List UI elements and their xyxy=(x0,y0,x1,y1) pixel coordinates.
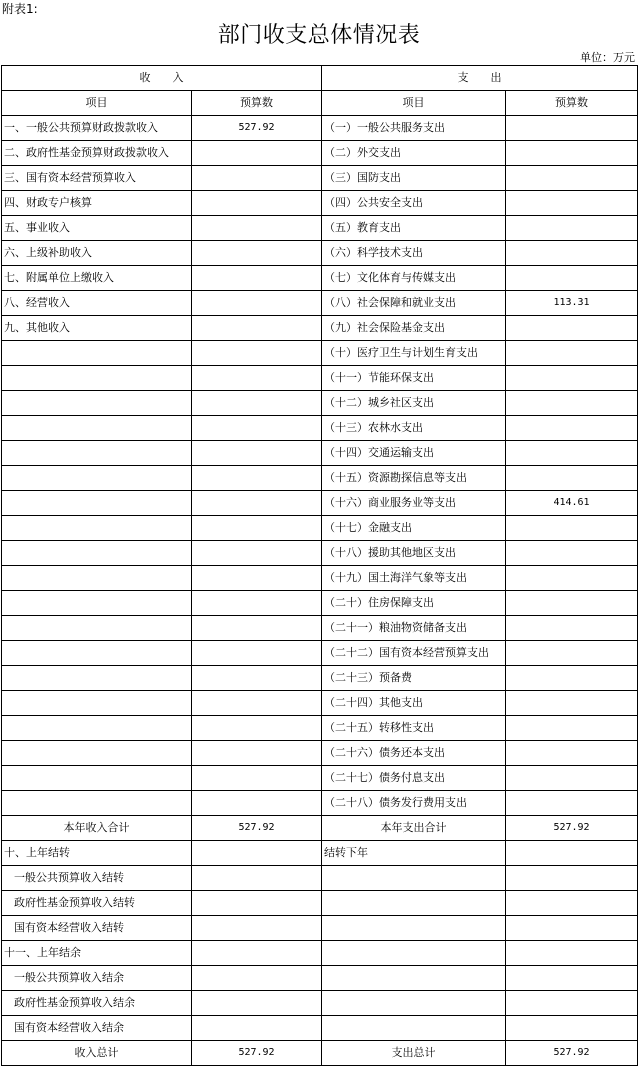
carry-income-cell: 政府性基金预算收入结转 xyxy=(2,891,192,916)
income-value-cell xyxy=(192,666,322,691)
table-row xyxy=(2,541,638,566)
table-row xyxy=(2,666,638,691)
expense-value-cell xyxy=(506,466,638,491)
carry-expense-value-cell xyxy=(506,941,638,966)
table-row xyxy=(2,416,638,441)
income-item-cell: 五、事业收入 xyxy=(2,216,192,241)
expense-item-cell: （七）文化体育与传媒支出 xyxy=(322,266,506,291)
carry-row xyxy=(2,866,638,891)
income-item-cell xyxy=(2,391,192,416)
expense-item-cell: （十三）农林水支出 xyxy=(322,416,506,441)
carry-income-cell: 国有资本经营收入结转 xyxy=(2,916,192,941)
carry-expense-value-cell xyxy=(506,916,638,941)
table-row xyxy=(2,466,638,491)
carry-expense-value-cell xyxy=(506,1016,638,1041)
expense-value-cell xyxy=(506,566,638,591)
carry-income-value-cell xyxy=(192,866,322,891)
attachment-label: 附表1: xyxy=(2,2,38,16)
carry-expense-cell xyxy=(322,966,506,991)
carry-income-cell: 十一、上年结余 xyxy=(2,941,192,966)
expense-value-cell xyxy=(506,416,638,441)
expense-item-cell: （十四）交通运输支出 xyxy=(322,441,506,466)
page-title: 部门收支总体情况表 xyxy=(217,23,421,48)
expense-value-cell xyxy=(506,216,638,241)
table-row xyxy=(2,191,638,216)
income-value-cell xyxy=(192,616,322,641)
income-value-cell xyxy=(192,516,322,541)
income-item-cell xyxy=(2,791,192,816)
carry-income-value-cell xyxy=(192,991,322,1016)
carry-expense-cell xyxy=(322,1016,506,1041)
income-value-cell xyxy=(192,291,322,316)
expense-value-cell xyxy=(506,191,638,216)
income-total-value: 527.92 xyxy=(192,1041,322,1066)
income-value-cell xyxy=(192,216,322,241)
table-row xyxy=(2,516,638,541)
expense-item-cell: （八）社会保障和就业支出 xyxy=(322,291,506,316)
income-value-cell xyxy=(192,791,322,816)
expense-item-cell: （三）国防支出 xyxy=(322,166,506,191)
income-item-cell xyxy=(2,516,192,541)
expense-item-cell: （二）外交支出 xyxy=(322,141,506,166)
table-row xyxy=(2,741,638,766)
income-value-cell xyxy=(192,341,322,366)
income-item-cell xyxy=(2,366,192,391)
carry-income-value-cell xyxy=(192,966,322,991)
income-value-cell xyxy=(192,416,322,441)
expense-value-cell xyxy=(506,666,638,691)
carry-expense-cell xyxy=(322,916,506,941)
expense-item-cell: （二十二）国有资本经营预算支出 xyxy=(322,641,506,666)
table-row xyxy=(2,341,638,366)
expense-item-cell: （四）公共安全支出 xyxy=(322,191,506,216)
expense-item-cell: （十一）节能环保支出 xyxy=(322,366,506,391)
carry-income-value-cell xyxy=(192,1016,322,1041)
income-value-cell: 527.92 xyxy=(192,116,322,141)
expense-item-cell: （十九）国土海洋气象等支出 xyxy=(322,566,506,591)
income-value-cell xyxy=(192,541,322,566)
table-row xyxy=(2,266,638,291)
income-value-cell xyxy=(192,566,322,591)
expense-item-cell: （二十五）转移性支出 xyxy=(322,716,506,741)
expense-group-header: 支 出 xyxy=(322,66,638,91)
carry-expense-cell: 结转下年 xyxy=(322,841,506,866)
expense-value-cell xyxy=(506,591,638,616)
carry-income-value-cell xyxy=(192,841,322,866)
expense-value-cell xyxy=(506,441,638,466)
carry-expense-value-cell xyxy=(506,866,638,891)
expense-value-cell xyxy=(506,541,638,566)
expense-value-cell xyxy=(506,616,638,641)
table-row xyxy=(2,616,638,641)
expense-value-cell xyxy=(506,641,638,666)
income-item-cell xyxy=(2,641,192,666)
expense-item-cell: （十）医疗卫生与计划生育支出 xyxy=(322,341,506,366)
income-value-cell xyxy=(192,366,322,391)
expense-subtotal-value: 527.92 xyxy=(506,816,638,841)
income-item-cell xyxy=(2,441,192,466)
expense-item-header: 项目 xyxy=(322,91,506,116)
expense-item-cell: （二十）住房保障支出 xyxy=(322,591,506,616)
income-item-cell xyxy=(2,716,192,741)
carry-row xyxy=(2,966,638,991)
table-row xyxy=(2,216,638,241)
table-row xyxy=(2,291,638,316)
carry-expense-value-cell xyxy=(506,991,638,1016)
carry-income-cell: 一般公共预算收入结转 xyxy=(2,866,192,891)
income-value-cell xyxy=(192,141,322,166)
expense-item-cell: （十五）资源勘探信息等支出 xyxy=(322,466,506,491)
expense-value-cell xyxy=(506,691,638,716)
carry-row xyxy=(2,1016,638,1041)
table-body xyxy=(2,66,638,1066)
income-item-cell: 三、国有资本经营预算收入 xyxy=(2,166,192,191)
income-item-cell xyxy=(2,741,192,766)
expense-value-cell xyxy=(506,741,638,766)
expense-value-cell xyxy=(506,516,638,541)
income-item-cell xyxy=(2,491,192,516)
table-row xyxy=(2,791,638,816)
total-row xyxy=(2,1041,638,1066)
income-value-cell xyxy=(192,741,322,766)
expense-value-cell xyxy=(506,716,638,741)
income-group-header: 收 入 xyxy=(2,66,322,91)
income-item-cell xyxy=(2,766,192,791)
expense-total-label: 支出总计 xyxy=(322,1041,506,1066)
expense-total-value: 527.92 xyxy=(506,1041,638,1066)
income-value-cell xyxy=(192,316,322,341)
carry-income-cell: 政府性基金预算收入结余 xyxy=(2,991,192,1016)
table-row xyxy=(2,766,638,791)
income-item-cell: 一、一般公共预算财政拨款收入 xyxy=(2,116,192,141)
carry-expense-value-cell xyxy=(506,841,638,866)
table-row xyxy=(2,716,638,741)
income-item-cell xyxy=(2,466,192,491)
expense-value-cell xyxy=(506,141,638,166)
income-item-cell xyxy=(2,566,192,591)
income-item-cell xyxy=(2,341,192,366)
carry-income-value-cell xyxy=(192,891,322,916)
expense-budget-header: 预算数 xyxy=(506,91,638,116)
expense-item-cell: （十七）金融支出 xyxy=(322,516,506,541)
income-value-cell xyxy=(192,466,322,491)
income-value-cell xyxy=(192,766,322,791)
income-item-cell xyxy=(2,691,192,716)
income-value-cell xyxy=(192,241,322,266)
carry-income-cell: 十、上年结转 xyxy=(2,841,192,866)
expense-item-cell: （二十六）债务还本支出 xyxy=(322,741,506,766)
table-row xyxy=(2,366,638,391)
table-row xyxy=(2,566,638,591)
income-value-cell xyxy=(192,191,322,216)
income-value-cell xyxy=(192,266,322,291)
expense-item-cell: （五）教育支出 xyxy=(322,216,506,241)
expense-value-cell xyxy=(506,116,638,141)
group-header-row xyxy=(2,66,638,91)
table-row xyxy=(2,316,638,341)
expense-item-cell: （二十三）预备费 xyxy=(322,666,506,691)
income-item-cell xyxy=(2,666,192,691)
table-row xyxy=(2,491,638,516)
expense-item-cell: （二十四）其他支出 xyxy=(322,691,506,716)
expense-item-cell: （二十七）债务付息支出 xyxy=(322,766,506,791)
carry-income-value-cell xyxy=(192,941,322,966)
carry-row xyxy=(2,841,638,866)
carry-expense-value-cell xyxy=(506,966,638,991)
carry-income-value-cell xyxy=(192,916,322,941)
carry-expense-value-cell xyxy=(506,891,638,916)
income-item-cell xyxy=(2,416,192,441)
carry-row xyxy=(2,916,638,941)
income-value-cell xyxy=(192,391,322,416)
expense-value-cell xyxy=(506,316,638,341)
table-row xyxy=(2,641,638,666)
expense-value-cell: 113.31 xyxy=(506,291,638,316)
expense-value-cell xyxy=(506,266,638,291)
income-value-cell xyxy=(192,441,322,466)
expense-item-cell: （一）一般公共服务支出 xyxy=(322,116,506,141)
income-value-cell xyxy=(192,166,322,191)
carry-expense-cell xyxy=(322,941,506,966)
table-row xyxy=(2,391,638,416)
subtotal-row xyxy=(2,816,638,841)
expense-value-cell xyxy=(506,241,638,266)
carry-income-cell: 一般公共预算收入结余 xyxy=(2,966,192,991)
table-row xyxy=(2,441,638,466)
expense-subtotal-label: 本年支出合计 xyxy=(322,816,506,841)
income-item-cell: 二、政府性基金预算财政拨款收入 xyxy=(2,141,192,166)
carry-row xyxy=(2,941,638,966)
expense-item-cell: （二十八）债务发行费用支出 xyxy=(322,791,506,816)
income-value-cell xyxy=(192,716,322,741)
income-value-cell xyxy=(192,591,322,616)
income-item-cell: 九、其他收入 xyxy=(2,316,192,341)
carry-expense-cell xyxy=(322,891,506,916)
table-row xyxy=(2,241,638,266)
income-item-cell xyxy=(2,591,192,616)
table-row xyxy=(2,116,638,141)
carry-row xyxy=(2,991,638,1016)
expense-item-cell: （十二）城乡社区支出 xyxy=(322,391,506,416)
expense-item-cell: （九）社会保险基金支出 xyxy=(322,316,506,341)
income-value-cell xyxy=(192,691,322,716)
table-row xyxy=(2,166,638,191)
income-item-cell: 七、附属单位上缴收入 xyxy=(2,266,192,291)
income-total-label: 收入总计 xyxy=(2,1041,192,1066)
expense-item-cell: （十八）援助其他地区支出 xyxy=(322,541,506,566)
income-item-cell: 八、经营收入 xyxy=(2,291,192,316)
table-row xyxy=(2,141,638,166)
expense-value-cell: 414.61 xyxy=(506,491,638,516)
expense-value-cell xyxy=(506,341,638,366)
expense-value-cell xyxy=(506,791,638,816)
carry-expense-cell xyxy=(322,991,506,1016)
income-item-cell: 六、上级补助收入 xyxy=(2,241,192,266)
income-value-cell xyxy=(192,641,322,666)
income-value-cell xyxy=(192,491,322,516)
income-item-cell xyxy=(2,616,192,641)
carry-expense-cell xyxy=(322,866,506,891)
expense-item-cell: （十六）商业服务业等支出 xyxy=(322,491,506,516)
income-subtotal-value: 527.92 xyxy=(192,816,322,841)
income-budget-header: 预算数 xyxy=(192,91,322,116)
carry-row xyxy=(2,891,638,916)
table-row xyxy=(2,591,638,616)
income-item-header: 项目 xyxy=(2,91,192,116)
expense-value-cell xyxy=(506,391,638,416)
income-subtotal-label: 本年收入合计 xyxy=(2,816,192,841)
expense-value-cell xyxy=(506,166,638,191)
expense-item-cell: （六）科学技术支出 xyxy=(322,241,506,266)
expense-value-cell xyxy=(506,766,638,791)
income-item-cell xyxy=(2,541,192,566)
column-header-row xyxy=(2,91,638,116)
expense-value-cell xyxy=(506,366,638,391)
table-row xyxy=(2,691,638,716)
carry-income-cell: 国有资本经营收入结余 xyxy=(2,1016,192,1041)
income-item-cell: 四、财政专户核算 xyxy=(2,191,192,216)
unit-label: 单位：万元 xyxy=(580,51,635,64)
expense-item-cell: （二十一）粮油物资储备支出 xyxy=(322,616,506,641)
budget-table xyxy=(1,65,638,1066)
